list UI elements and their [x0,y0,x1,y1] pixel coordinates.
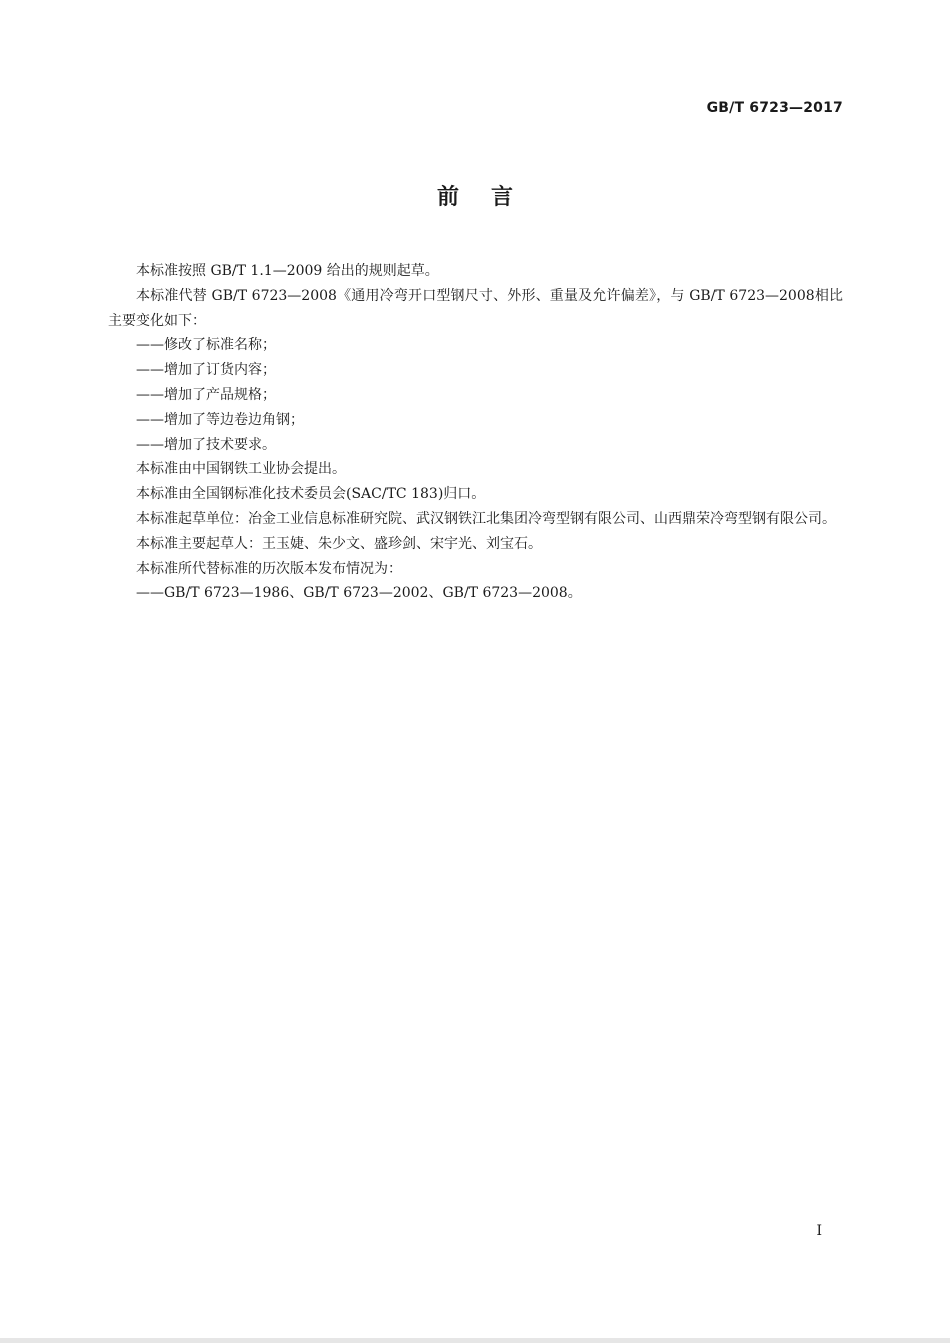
paragraph-proposed-by: 本标准由中国钢铁工业协会提出。 [136,461,346,478]
page-number: I [816,1223,822,1239]
page-bottom-divider [0,1338,950,1343]
change-item: ——修改了标准名称； [136,337,276,354]
paragraph-drafters: 本标准主要起草人：王玉婕、朱少文、盛珍剑、宋宇光、刘宝石。 [136,535,542,552]
paragraph-administered-by: 本标准由全国钢标准化技术委员会(SAC/TC 183)归口。 [136,486,486,503]
change-item: ——增加了等边卷边角钢； [136,411,304,428]
standard-code: GB/T 6723—2017 [706,100,843,116]
foreword-body [108,259,843,606]
change-item: ——增加了技术要求。 [136,436,276,453]
change-item: ——增加了订货内容； [136,362,276,379]
paragraph-replaces: 本标准代替 GB/T 6723—2008《通用冷弯开口型钢尺寸、外形、重量及允许偏差》，与 GB/T 6723—2008相比主要变化如下： [108,287,843,329]
paragraph-drafting-units: 本标准起草单位：冶金工业信息标准研究院、武汉钢铁江北集团冷弯型钢有限公司、山西鼎荣冷弯型钢有限公司。 [136,510,836,527]
paragraph-drafting-rules: 本标准按照 GB/T 1.1—2009 给出的规则起草。 [136,263,439,279]
page-title: 前言 [436,185,545,210]
change-item: ——增加了产品规格； [136,386,276,403]
paragraph-previous-editions: 本标准所代替标准的历次版本发布情况为： [136,560,402,577]
previous-editions-list: ——GB/T 6723—1986、GB/T 6723—2002、GB/T 6723—2008。 [136,585,582,602]
